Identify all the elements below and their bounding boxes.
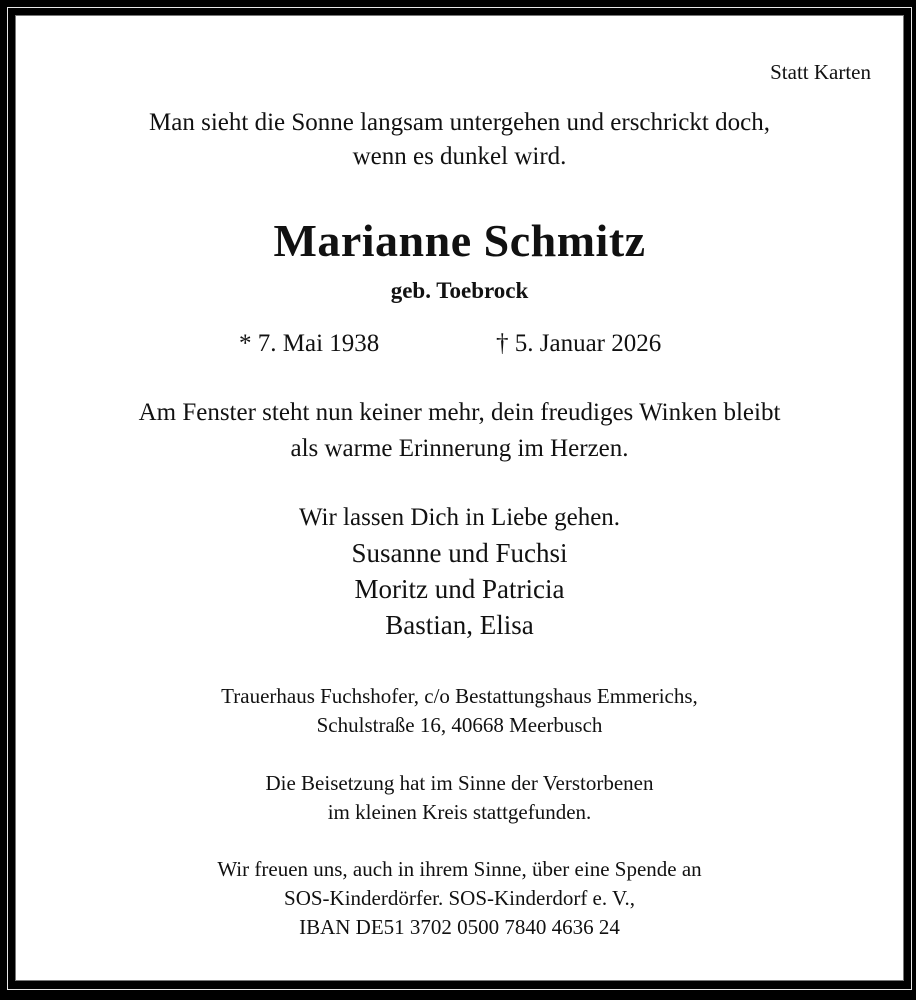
- deceased-name: Marianne Schmitz: [273, 215, 646, 266]
- birth-date: * 7. Mai 1938: [239, 330, 380, 357]
- quote-line-2: wenn es dunkel wird.: [352, 143, 567, 170]
- address-line-2: Schulstraße 16, 40668 Meerbusch: [316, 713, 603, 737]
- mourner-1: Susanne und Fuchsi: [351, 538, 568, 568]
- dates-row: [16, 330, 903, 362]
- maiden-name: geb. Toebrock: [390, 278, 529, 303]
- obituary-notice: [15, 15, 904, 981]
- quote-line-1: Man sieht die Sonne langsam untergehen und erschrickt doch,: [149, 109, 770, 136]
- donation-iban: IBAN DE51 3702 0500 7840 4636 24: [299, 915, 620, 939]
- donation-line-2: SOS-Kinderdörfer. SOS-Kinderdorf e. V.,: [284, 886, 635, 910]
- burial-line-1: Die Beisetzung hat im Sinne der Verstorbenen: [265, 771, 654, 795]
- tribute-line-1: Am Fenster steht nun keiner mehr, dein freudiges Winken bleibt: [138, 399, 781, 426]
- mourner-3: Bastian, Elisa: [385, 610, 534, 640]
- header-note: Statt Karten: [770, 60, 871, 84]
- mourner-2: Moritz und Patricia: [354, 574, 565, 604]
- burial-line-2: im kleinen Kreis stattgefunden.: [327, 800, 592, 824]
- tribute-line-2: als warme Erinnerung im Herzen.: [290, 435, 629, 462]
- death-date: † 5. Januar 2026: [496, 330, 662, 357]
- farewell-line: Wir lassen Dich in Liebe gehen.: [298, 504, 621, 531]
- donation-line-1: Wir freuen uns, auch in ihrem Sinne, über eine Spende an: [217, 857, 702, 881]
- address-line-1: Trauerhaus Fuchshofer, c/o Bestattungshaus Emmerichs,: [221, 684, 698, 708]
